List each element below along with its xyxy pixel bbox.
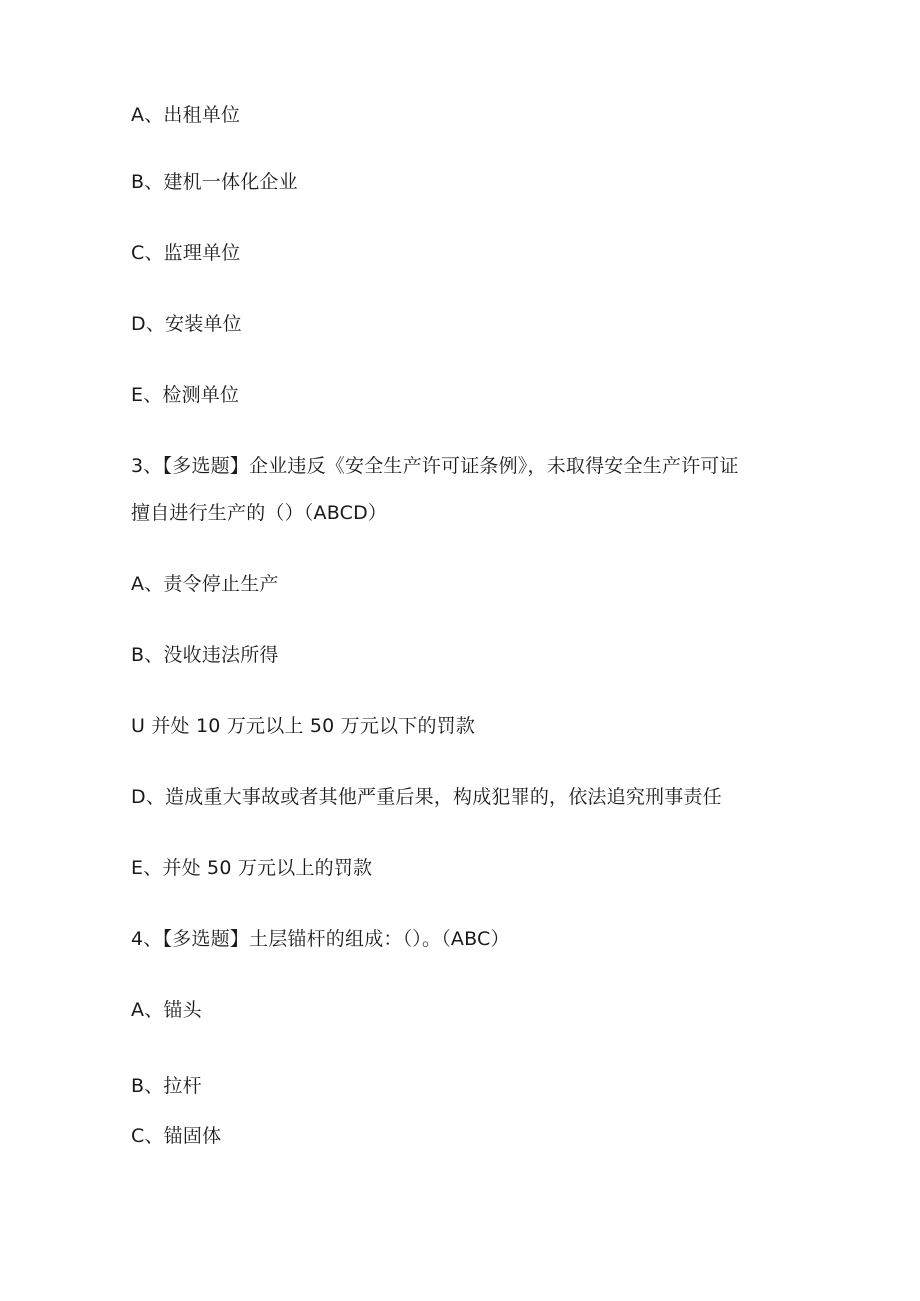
q2-option-a: A、出租单位 (131, 104, 241, 126)
q2-option-b: B、建机一体化企业 (131, 171, 298, 193)
q3-stem-line2: 擅自进行生产的（）（ABCD） (131, 502, 388, 524)
q2-option-c: C、监理单位 (131, 242, 241, 264)
q3-option-d: D、造成重大事故或者其他严重后果，构成犯罪的，依法追究刑事责任 (131, 786, 722, 808)
q4-option-c: C、锚固体 (131, 1125, 222, 1147)
q3-option-e: E、并处 50 万元以上的罚款 (131, 857, 373, 879)
q2-option-d: D、安装单位 (131, 313, 242, 335)
q4-stem: 4、【多选题】土层锚杆的组成：（）。（ABC） (131, 928, 510, 950)
q2-option-e: E、检测单位 (131, 384, 240, 406)
q4-option-a: A、锚头 (131, 999, 202, 1021)
q3-option-a: A、责令停止生产 (131, 573, 279, 595)
q4-option-b: B、拉杆 (131, 1075, 202, 1097)
q3-stem-line1: 3、【多选题】企业违反《安全生产许可证条例》，未取得安全生产许可证 (131, 455, 739, 477)
q3-option-b: B、没收违法所得 (131, 644, 279, 666)
q3-option-c: U 并处 10 万元以上 50 万元以下的罚款 (131, 715, 476, 737)
